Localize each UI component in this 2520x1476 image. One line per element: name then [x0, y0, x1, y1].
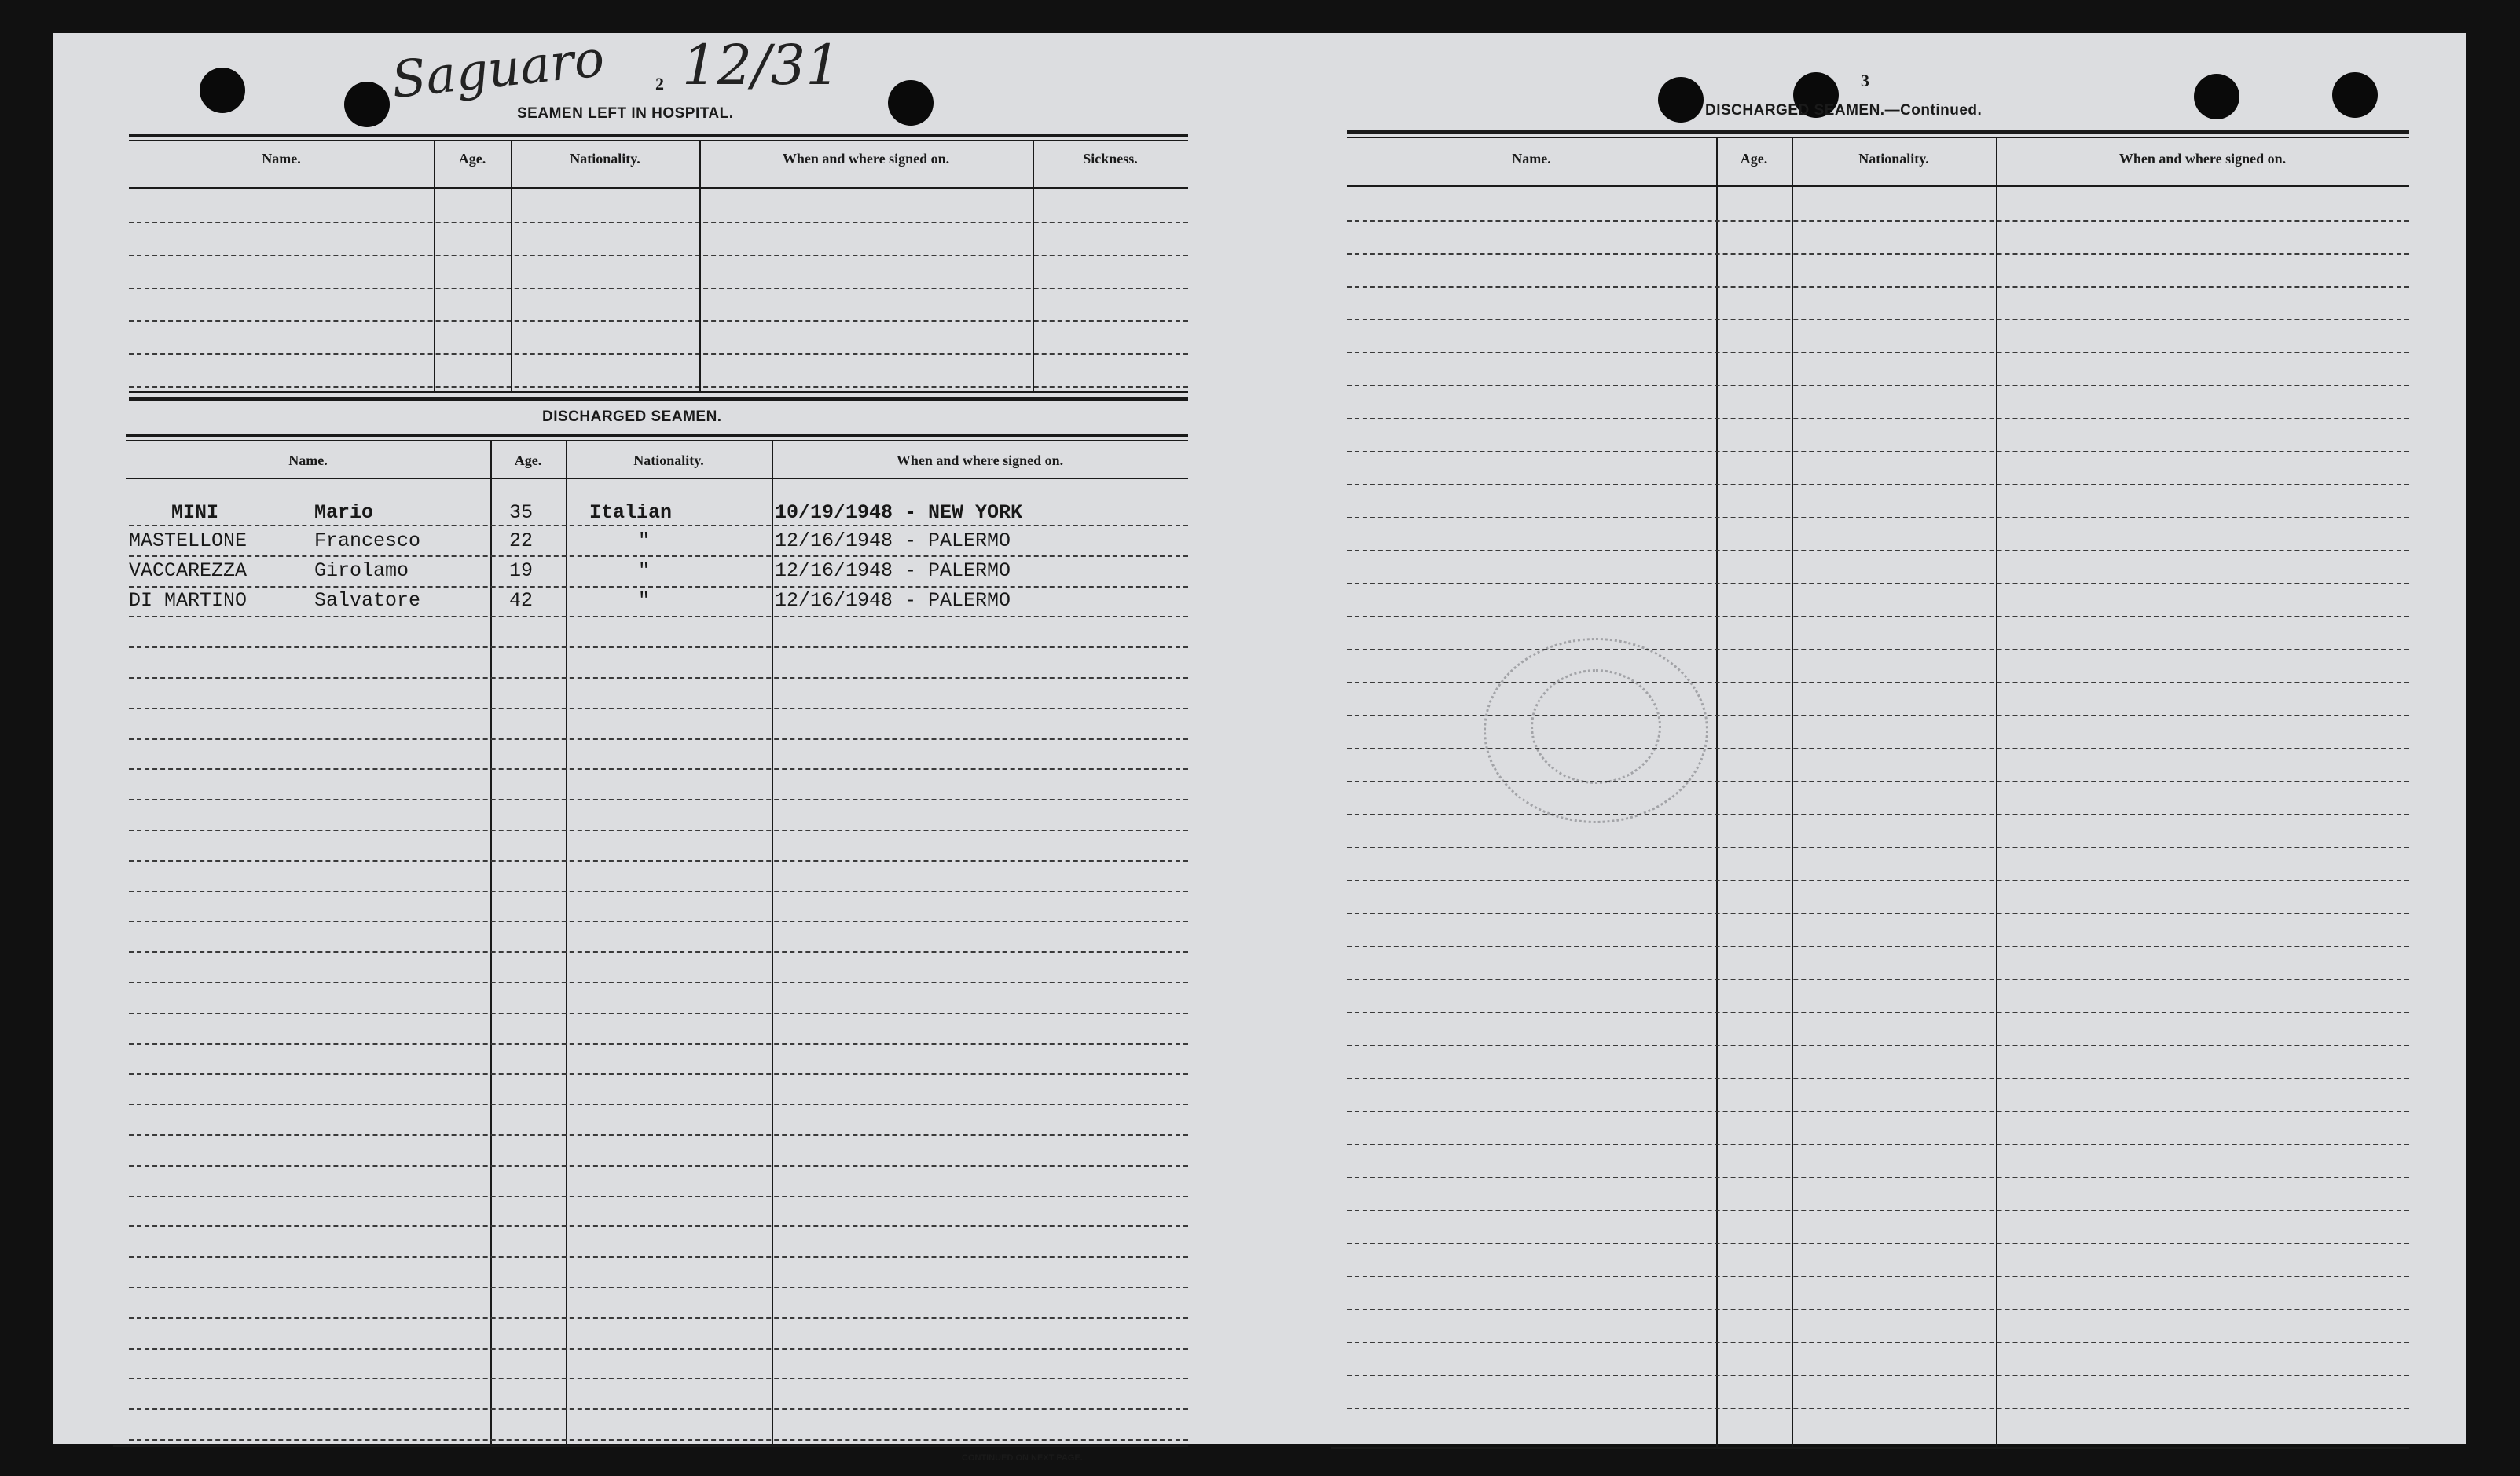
punch-hole: [2194, 74, 2239, 119]
row-line: [1347, 220, 2409, 222]
column-header: Age.: [458, 151, 486, 167]
row-line: [129, 1134, 1188, 1136]
row-line: [129, 1165, 1188, 1167]
seaman-surname: DI MARTINO: [129, 589, 248, 612]
row-line: [1347, 1078, 2409, 1079]
seaman-given-name: Mario: [314, 501, 374, 524]
row-line: [129, 1348, 1188, 1350]
seaman-nationality: Italian: [589, 501, 673, 524]
signed-on: 10/19/1948 - NEW YORK: [775, 501, 1023, 524]
seaman-nationality: ": [638, 559, 651, 582]
row-line: [129, 255, 1188, 256]
row-line: [1347, 814, 2409, 815]
row-line: [1347, 451, 2409, 452]
row-line: [1347, 583, 2409, 584]
row-line: [1347, 715, 2409, 716]
column-rule: [511, 140, 512, 391]
column-rule: [490, 440, 492, 1447]
column-header: Nationality.: [570, 151, 640, 167]
row-line: [129, 386, 1188, 388]
column-header: Name.: [288, 452, 328, 468]
row-line: [1347, 649, 2409, 650]
handwritten-vessel-name: Saguaro: [388, 30, 607, 110]
row-line: [129, 768, 1188, 770]
row-line: [1347, 781, 2409, 782]
column-rule: [699, 140, 701, 391]
row-line: [129, 288, 1188, 289]
row-line: [129, 1408, 1188, 1410]
rule: [126, 478, 1188, 479]
row-line: [1347, 1342, 2409, 1343]
row-line: [129, 1104, 1188, 1105]
row-line: [129, 353, 1188, 355]
row-line: [1347, 913, 2409, 914]
row-line: [129, 1439, 1188, 1441]
rule: [129, 140, 1188, 141]
row-line: [1347, 253, 2409, 255]
rule: [129, 397, 1188, 401]
column-header: Name.: [1512, 151, 1551, 167]
row-line: [129, 1196, 1188, 1197]
rule: [129, 187, 1188, 189]
row-line: [1347, 418, 2409, 419]
row-line: [1347, 616, 2409, 617]
column-header: Nationality.: [633, 452, 704, 468]
row-line: [1347, 847, 2409, 848]
row-line: [129, 222, 1188, 223]
row-line: [129, 677, 1188, 679]
row-line: [1347, 1210, 2409, 1211]
hospital-section-title: SEAMEN LEFT IN HOSPITAL.: [517, 105, 734, 122]
row-line: [129, 1043, 1188, 1045]
row-line: [129, 738, 1188, 740]
row-line: [1347, 1111, 2409, 1112]
seaman-age: 19: [509, 559, 534, 582]
seaman-surname: VACCAREZZA: [129, 559, 248, 582]
row-line: [129, 1317, 1188, 1319]
row-line: [129, 646, 1188, 648]
row-line: [1347, 1012, 2409, 1013]
column-rule: [1996, 137, 1997, 1449]
discharged-continued-title: DISCHARGED SEAMEN.—Continued.: [1705, 102, 1983, 119]
row-line: [1347, 1177, 2409, 1178]
row-line: [129, 1013, 1188, 1014]
row-line: [1347, 319, 2409, 320]
seaman-age: 35: [509, 501, 534, 524]
handwritten-date: 12/31: [682, 33, 841, 97]
continued-note: CONTINUED ON NEXT PAGE.: [962, 1453, 1083, 1463]
row-line: [129, 525, 1188, 526]
column-header: Sickness.: [1083, 151, 1138, 167]
row-line: [1347, 748, 2409, 749]
page-number-left: 2: [655, 74, 664, 93]
rule: [126, 440, 1188, 441]
seaman-nationality: ": [638, 529, 651, 552]
column-header: Nationality.: [1858, 151, 1929, 167]
row-line: [1347, 979, 2409, 980]
column-rule: [1033, 140, 1034, 391]
signed-on: 12/16/1948 - PALERMO: [775, 559, 1011, 582]
punch-hole: [200, 68, 245, 113]
row-line: [1347, 1309, 2409, 1310]
seaman-given-name: Girolamo: [314, 559, 409, 582]
row-line: [1347, 1144, 2409, 1145]
punch-hole: [888, 80, 934, 126]
row-line: [129, 799, 1188, 800]
row-line: [129, 708, 1188, 709]
row-line: [1347, 1045, 2409, 1046]
row-line: [1347, 517, 2409, 518]
row-line: [1347, 1276, 2409, 1277]
seaman-age: 22: [509, 529, 534, 552]
row-line: [1347, 1375, 2409, 1376]
row-line: [1347, 550, 2409, 551]
row-line: [129, 320, 1188, 322]
seaman-surname: MASTELLONE: [129, 529, 248, 552]
column-header: When and where signed on.: [2118, 151, 2287, 167]
row-line: [129, 891, 1188, 892]
rule: [1347, 185, 2409, 187]
rule: [1347, 137, 2409, 138]
column-rule: [566, 440, 567, 1447]
row-line: [1347, 1408, 2409, 1409]
document-sheet: [53, 30, 2466, 1463]
column-rule: [1716, 137, 1718, 1449]
page-number-right: 3: [1861, 71, 1869, 90]
column-rule: [434, 140, 435, 391]
column-rule: [772, 440, 773, 1447]
row-line: [129, 1378, 1188, 1379]
row-line: [1347, 880, 2409, 881]
signed-on: 12/16/1948 - PALERMO: [775, 589, 1011, 612]
column-header: Name.: [262, 151, 301, 167]
seaman-given-name: Salvatore: [314, 589, 421, 612]
row-line: [1347, 682, 2409, 683]
rule: [126, 434, 1188, 437]
discharged-section-title: DISCHARGED SEAMEN.: [542, 408, 722, 425]
rule: [1347, 130, 2409, 134]
punch-hole: [344, 82, 390, 127]
seaman-given-name: Francesco: [314, 529, 421, 552]
punch-hole: [1658, 77, 1704, 123]
row-line: [129, 951, 1188, 953]
column-header: Age.: [514, 452, 542, 468]
rule: [1331, 1447, 2409, 1449]
rule: [113, 1445, 1188, 1447]
row-line: [129, 830, 1188, 831]
row-line: [1347, 1243, 2409, 1244]
seaman-age: 42: [509, 589, 534, 612]
row-line: [1347, 946, 2409, 947]
punch-hole: [2332, 72, 2378, 118]
column-header: When and where signed on.: [782, 151, 950, 167]
seaman-nationality: ": [638, 589, 651, 612]
row-line: [1347, 352, 2409, 353]
rule: [129, 391, 1188, 393]
row-line: [129, 982, 1188, 983]
row-line: [129, 1225, 1188, 1227]
row-line: [1347, 286, 2409, 288]
row-line: [1347, 385, 2409, 386]
signed-on: 12/16/1948 - PALERMO: [775, 529, 1011, 552]
column-rule: [1792, 137, 1793, 1449]
row-line: [129, 616, 1188, 617]
faded-stamp-inner: [1531, 669, 1661, 784]
row-line: [129, 1073, 1188, 1075]
rule: [129, 134, 1188, 137]
row-line: [129, 1287, 1188, 1288]
row-line: [1347, 484, 2409, 485]
seaman-surname: MINI: [171, 501, 219, 524]
row-line: [129, 860, 1188, 862]
column-header: Age.: [1740, 151, 1768, 167]
column-header: When and where signed on.: [896, 452, 1064, 468]
row-line: [129, 921, 1188, 922]
row-line: [129, 1256, 1188, 1258]
row-line: [129, 555, 1188, 557]
row-line: [129, 586, 1188, 588]
